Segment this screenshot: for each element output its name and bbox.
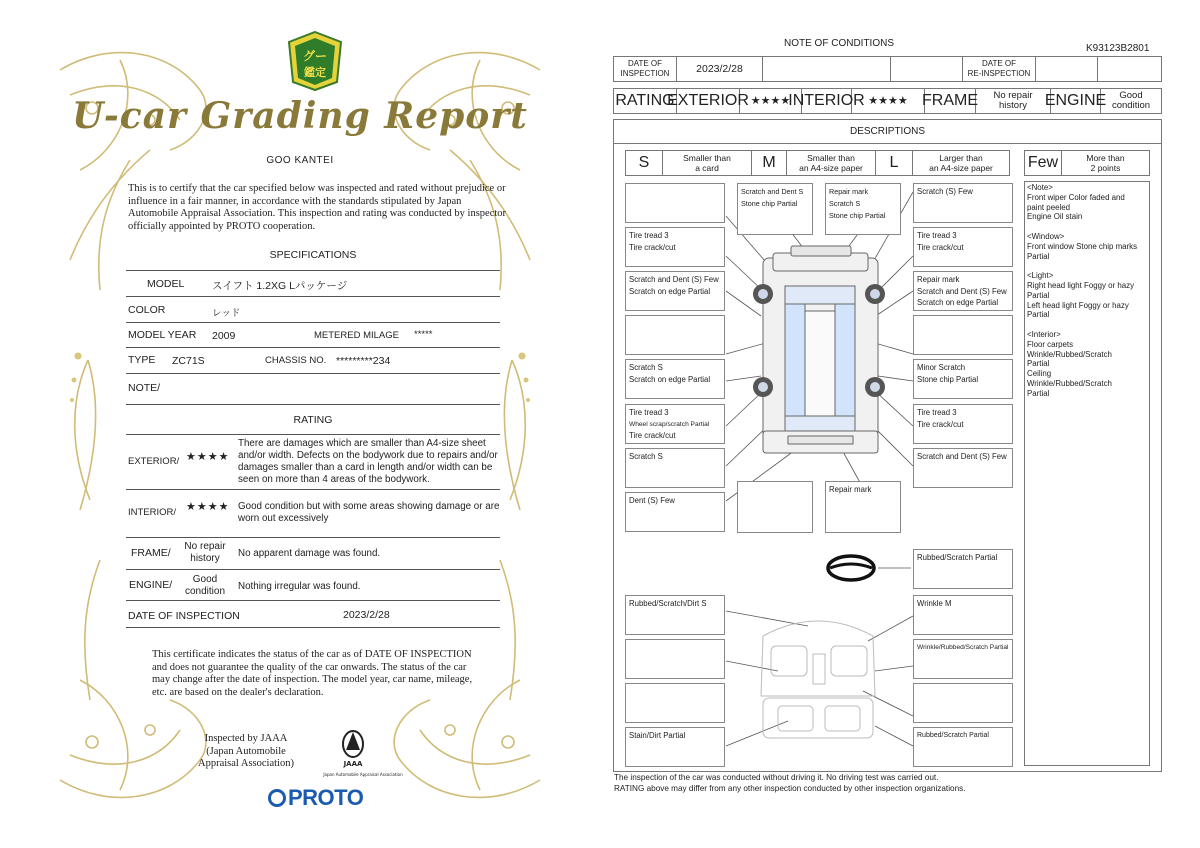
engine-label: ENGINE/: [129, 579, 173, 591]
side-note-line: Left head light Foggy or hazy: [1027, 300, 1129, 310]
steering-wheel-icon: [828, 556, 874, 580]
goo-kantei-badge: [285, 30, 345, 92]
note-heading: NOTE OF CONDITIONS: [784, 38, 894, 49]
damage-note-line: Dent (S) Few: [629, 496, 675, 505]
legend-line: Smaller than: [807, 153, 855, 163]
damage-note-line: Repair mark: [829, 187, 869, 196]
damage-note-line: Minor Scratch: [917, 363, 966, 372]
side-note-line: Partial: [1027, 310, 1050, 320]
footer-line: The inspection of the car was conducted without driving it. No driving test was carried out.: [614, 773, 939, 782]
rating-heading: RATING: [293, 414, 333, 426]
divider: [126, 347, 500, 348]
empty-cell: [763, 57, 891, 81]
side-note-line: Engine Oil stain: [1027, 212, 1083, 222]
damage-box-front-right: [825, 183, 901, 235]
frame-value: [976, 89, 1051, 113]
side-note-line: <Light>: [1027, 271, 1054, 281]
damage-box-interior-right-1: [913, 595, 1013, 635]
damage-box-left-8: [625, 492, 725, 532]
model-year-label: MODEL YEAR: [128, 329, 197, 341]
side-note-line: Partial: [1027, 359, 1050, 369]
legend-line: Larger than: [939, 153, 983, 163]
engine-description: Nothing irregular was found.: [238, 581, 361, 592]
interior-rating-stars: ★★★★: [186, 501, 230, 513]
divider: [126, 434, 500, 435]
legend-few-description: [1062, 151, 1149, 175]
note-label: NOTE/: [128, 382, 161, 394]
side-note-line: Right head light Foggy or hazy: [1027, 280, 1135, 290]
damage-note-line: Stone chip Partial: [741, 199, 798, 208]
damage-box-right-3: [913, 271, 1013, 311]
engine-value: [1101, 89, 1161, 113]
interior-description: Good condition but with some areas showing damage or are worn out excessively: [238, 501, 500, 524]
engine-label: ENGINE: [1051, 89, 1101, 113]
chassis-value: *********234: [336, 355, 391, 367]
damage-note-line: Tire tread 3: [917, 231, 957, 240]
legend-s-description: [663, 151, 752, 175]
damage-note-line: Stone chip Partial: [917, 374, 979, 384]
legend-m-description: [787, 151, 876, 175]
damage-note-line: Wheel scrap/scratch Partial: [629, 420, 710, 428]
side-note-line: Front wiper Color faded and: [1027, 192, 1125, 202]
engine-value: [178, 574, 232, 598]
damage-note-line: Scratch on edge Partial: [917, 298, 999, 307]
side-note-line: Partial: [1027, 388, 1050, 398]
damage-box-interior-right-2: [913, 639, 1013, 679]
model-value: スイフト 1.2XG Lパッケージ: [212, 280, 348, 292]
descriptions-heading: DESCRIPTIONS: [613, 119, 1162, 144]
damage-note-line: Tire tread 3: [917, 408, 957, 417]
report-subtitle: GOO KANTEI: [266, 155, 334, 166]
value-line: history: [999, 100, 1027, 111]
date-of-inspection-label: DATE OF INSPECTION: [128, 610, 240, 622]
side-note-line: <Window>: [1027, 231, 1065, 241]
chassis-label: CHASSIS NO.: [265, 355, 327, 366]
damage-note-line: Wrinkle M: [917, 599, 952, 608]
model-year-value: 2009: [212, 330, 236, 342]
legend-m: M: [752, 151, 787, 175]
side-note-line: [1027, 222, 1151, 232]
model-label: MODEL: [147, 278, 185, 290]
divider: [126, 404, 500, 405]
metered-mileage-label: METERED MILAGE: [314, 330, 399, 341]
date-of-inspection-value: 2023/2/28: [343, 609, 390, 621]
damage-box-interior-left-3: [625, 683, 725, 723]
re-inspection-value: [1036, 57, 1098, 81]
damage-note-line: Tire tread 3: [629, 231, 669, 240]
damage-box-steering: [913, 549, 1013, 589]
empty-cell: [1098, 57, 1161, 81]
damage-box-left-4: [625, 315, 725, 355]
damage-box-right-5: [913, 359, 1013, 399]
damage-note-line: Repair mark: [917, 275, 960, 284]
certification-statement: This is to certify that the car specified below was inspected and rated without prejudice or influence in a fair manner, in accordance with the standards stipulated by Japan Automobile Appraisal Association. This inspection and rating was conducted by inspector officially appointed by PROTO cooperation.: [128, 183, 507, 232]
damage-box-rear-left: [737, 481, 813, 533]
value-line: No repair: [993, 90, 1033, 101]
divider: [126, 489, 500, 490]
damage-note-line: Scratch (S) Few: [917, 187, 973, 196]
few-legend: [1024, 150, 1150, 176]
damage-box-interior-left-1: [625, 595, 725, 635]
damage-box-left-6: [625, 404, 725, 444]
rating-row: [613, 88, 1162, 114]
damage-box-left-2: [625, 227, 725, 267]
damage-note-line: Scratch and Dent (S) Few: [629, 275, 719, 284]
legend-line: 2 points: [1090, 163, 1121, 173]
specifications-heading: SPECIFICATIONS: [269, 249, 357, 261]
label-line: INSPECTION: [620, 69, 670, 78]
damage-box-interior-right-4: [913, 727, 1013, 767]
damage-box-top-right: [913, 183, 1013, 223]
side-note-line: Floor carpets: [1027, 339, 1074, 349]
side-note-line: Partial: [1027, 251, 1050, 261]
jaaa-logo-text: JAAA: [343, 760, 363, 768]
damage-note-line: Scratch S: [829, 199, 861, 208]
frame-description: No apparent damage was found.: [238, 548, 381, 559]
label-line: RE-INSPECTION: [967, 69, 1031, 78]
side-note-line: Wrinkle/Rubbed/Scratch: [1027, 378, 1112, 388]
damage-box-interior-left-4: [625, 727, 725, 767]
damage-box-left-5: [625, 359, 725, 399]
jaaa-logo: [323, 728, 403, 780]
label-line: DATE OF: [981, 59, 1017, 68]
legend-l: L: [876, 151, 913, 175]
legend-s: S: [626, 151, 663, 175]
legend-line: a card: [695, 163, 719, 173]
interior-label: INTERIOR/: [128, 507, 177, 518]
side-note-line: paint peeled: [1027, 202, 1070, 212]
damage-note-line: Tire crack/cut: [629, 431, 676, 440]
legend-line: an A4-size paper: [799, 163, 863, 173]
damage-note-line: Stone chip Partial: [829, 211, 886, 220]
damage-box-front-left: [737, 183, 813, 235]
damage-box-right-7: [913, 448, 1013, 488]
side-notes: [1027, 183, 1151, 399]
legend-line: an A4-size paper: [929, 163, 993, 173]
damage-size-legend: [625, 150, 1010, 176]
frame-value: [178, 541, 232, 565]
empty-cell: [891, 57, 963, 81]
damage-note-line: Wrinkle/Rubbed/Scratch Partial: [917, 644, 1009, 651]
divider: [126, 627, 500, 628]
side-note-line: Wrinkle/Rubbed/Scratch: [1027, 349, 1112, 359]
footer-line: RATING above may differ from any other inspection conducted by other inspection organizations.: [614, 784, 966, 793]
damage-note-line: Rubbed/Scratch/Dirt S: [629, 599, 707, 608]
damage-note-line: Stain/Dirt Partial: [629, 731, 686, 740]
engine-value-line: condition: [184, 586, 226, 597]
frame-value-line: No repair: [184, 541, 226, 552]
damage-note-line: Scratch and Dent S: [741, 187, 804, 196]
divider: [126, 600, 500, 601]
side-note-line: Ceiling: [1027, 369, 1052, 379]
damage-note-line: Repair mark: [829, 485, 872, 494]
damage-note-line: Tire crack/cut: [917, 419, 964, 429]
proto-logo: [268, 785, 363, 811]
dates-row: [613, 56, 1162, 82]
damage-box-left-3: [625, 271, 725, 311]
type-label: TYPE: [128, 354, 156, 366]
exterior-rating-stars: ★★★★: [740, 89, 802, 113]
damage-note-line: Scratch and Dent (S) Few: [917, 452, 1007, 461]
proto-logo-text: PROTO: [288, 785, 364, 810]
side-note-line: Partial: [1027, 290, 1050, 300]
interior-label: INTERIOR: [802, 89, 852, 113]
damage-note-line: Rubbed/Scratch Partial: [917, 553, 998, 562]
divider: [126, 373, 500, 374]
rating-label: RATING: [614, 89, 677, 113]
inspected-by-text: Inspected by JAAA (Japan Automobile Appraisal Association): [198, 733, 294, 769]
frame-value-line: history: [190, 553, 220, 564]
side-note-line: [1027, 261, 1151, 271]
proto-logo-mark-icon: [268, 789, 286, 807]
jaaa-logo-subtext: Japan Automobile Appraisal Association: [323, 772, 403, 777]
interior-rating-stars: ★★★★: [852, 89, 925, 113]
value-line: Good: [1119, 90, 1143, 101]
damage-box-top-left: [625, 183, 725, 223]
report-title: U-car Grading Report: [72, 95, 528, 137]
type-value: ZC71S: [172, 355, 205, 367]
damage-box-rear-right: [825, 481, 901, 533]
legend-l-description: [913, 151, 1009, 175]
re-inspection-label: [963, 57, 1036, 81]
damage-box-interior-right-3: [913, 683, 1013, 723]
color-value: レッド: [212, 308, 241, 319]
side-note-line: <Note>: [1027, 183, 1053, 192]
damage-box-interior-left-2: [625, 639, 725, 679]
damage-note-line: Scratch and Dent (S) Few: [917, 286, 1007, 296]
exterior-description: There are damages which are smaller than A4-size sheet and/or width. Defects on the bodywork due to repairs and/or damages smaller than a card in length and/or width can be seen on more than 4 areas of the bodywork.: [238, 438, 498, 485]
divider: [126, 569, 500, 570]
legend-line: More than: [1086, 153, 1125, 163]
date-of-inspection-value: 2023/2/28: [677, 57, 763, 81]
damage-box-right-2: [913, 227, 1013, 267]
damage-box-right-4: [913, 315, 1013, 355]
note-footer: [614, 772, 966, 794]
divider: [126, 296, 500, 297]
side-note-line: [1027, 320, 1151, 330]
svg-text:鑑定: 鑑定: [304, 66, 326, 79]
label-line: DATE OF: [627, 59, 663, 68]
divider: [126, 322, 500, 323]
damage-note-line: Tire tread 3: [629, 408, 669, 417]
certificate-disclaimer: This certificate indicates the status of the car as of DATE OF INSPECTION and does not guarantee the quality of the car onwards. The status of the car may change after the date of inspection. The model year, car name, mileage, etc. are based on the dealer's declaration.: [152, 649, 473, 698]
date-of-inspection-label: [614, 57, 677, 81]
legend-line: Smaller than: [683, 153, 731, 163]
svg-text:グー: グー: [302, 49, 328, 63]
legend-few: Few: [1025, 151, 1062, 175]
color-label: COLOR: [128, 304, 166, 316]
engine-value-line: Good: [192, 574, 218, 585]
damage-note-line: Scratch S: [629, 363, 663, 372]
metered-mileage-value: *****: [414, 329, 433, 340]
damage-note-line: Tire crack/cut: [917, 242, 964, 252]
exterior-label: EXTERIOR/: [128, 456, 180, 467]
value-line: condition: [1111, 100, 1151, 111]
side-note-line: Front window Stone chip marks: [1027, 241, 1138, 251]
damage-box-right-6: [913, 404, 1013, 444]
frame-label: FRAME/: [131, 547, 171, 559]
damage-note-line: Tire crack/cut: [629, 242, 676, 252]
exterior-label: EXTERIOR: [677, 89, 740, 113]
side-note-line: <Interior>: [1027, 329, 1061, 339]
damage-box-left-7: [625, 448, 725, 488]
damage-note-line: Rubbed/Scratch Partial: [917, 732, 989, 739]
frame-label: FRAME: [925, 89, 976, 113]
exterior-rating-stars: ★★★★: [186, 451, 230, 463]
damage-note-line: Scratch on edge Partial: [629, 286, 711, 296]
reference-number: K93123B2801: [1086, 43, 1150, 54]
divider: [126, 270, 500, 271]
divider: [126, 537, 500, 538]
damage-note-line: Scratch on edge Partial: [629, 374, 711, 384]
damage-note-line: Scratch S: [629, 452, 663, 461]
